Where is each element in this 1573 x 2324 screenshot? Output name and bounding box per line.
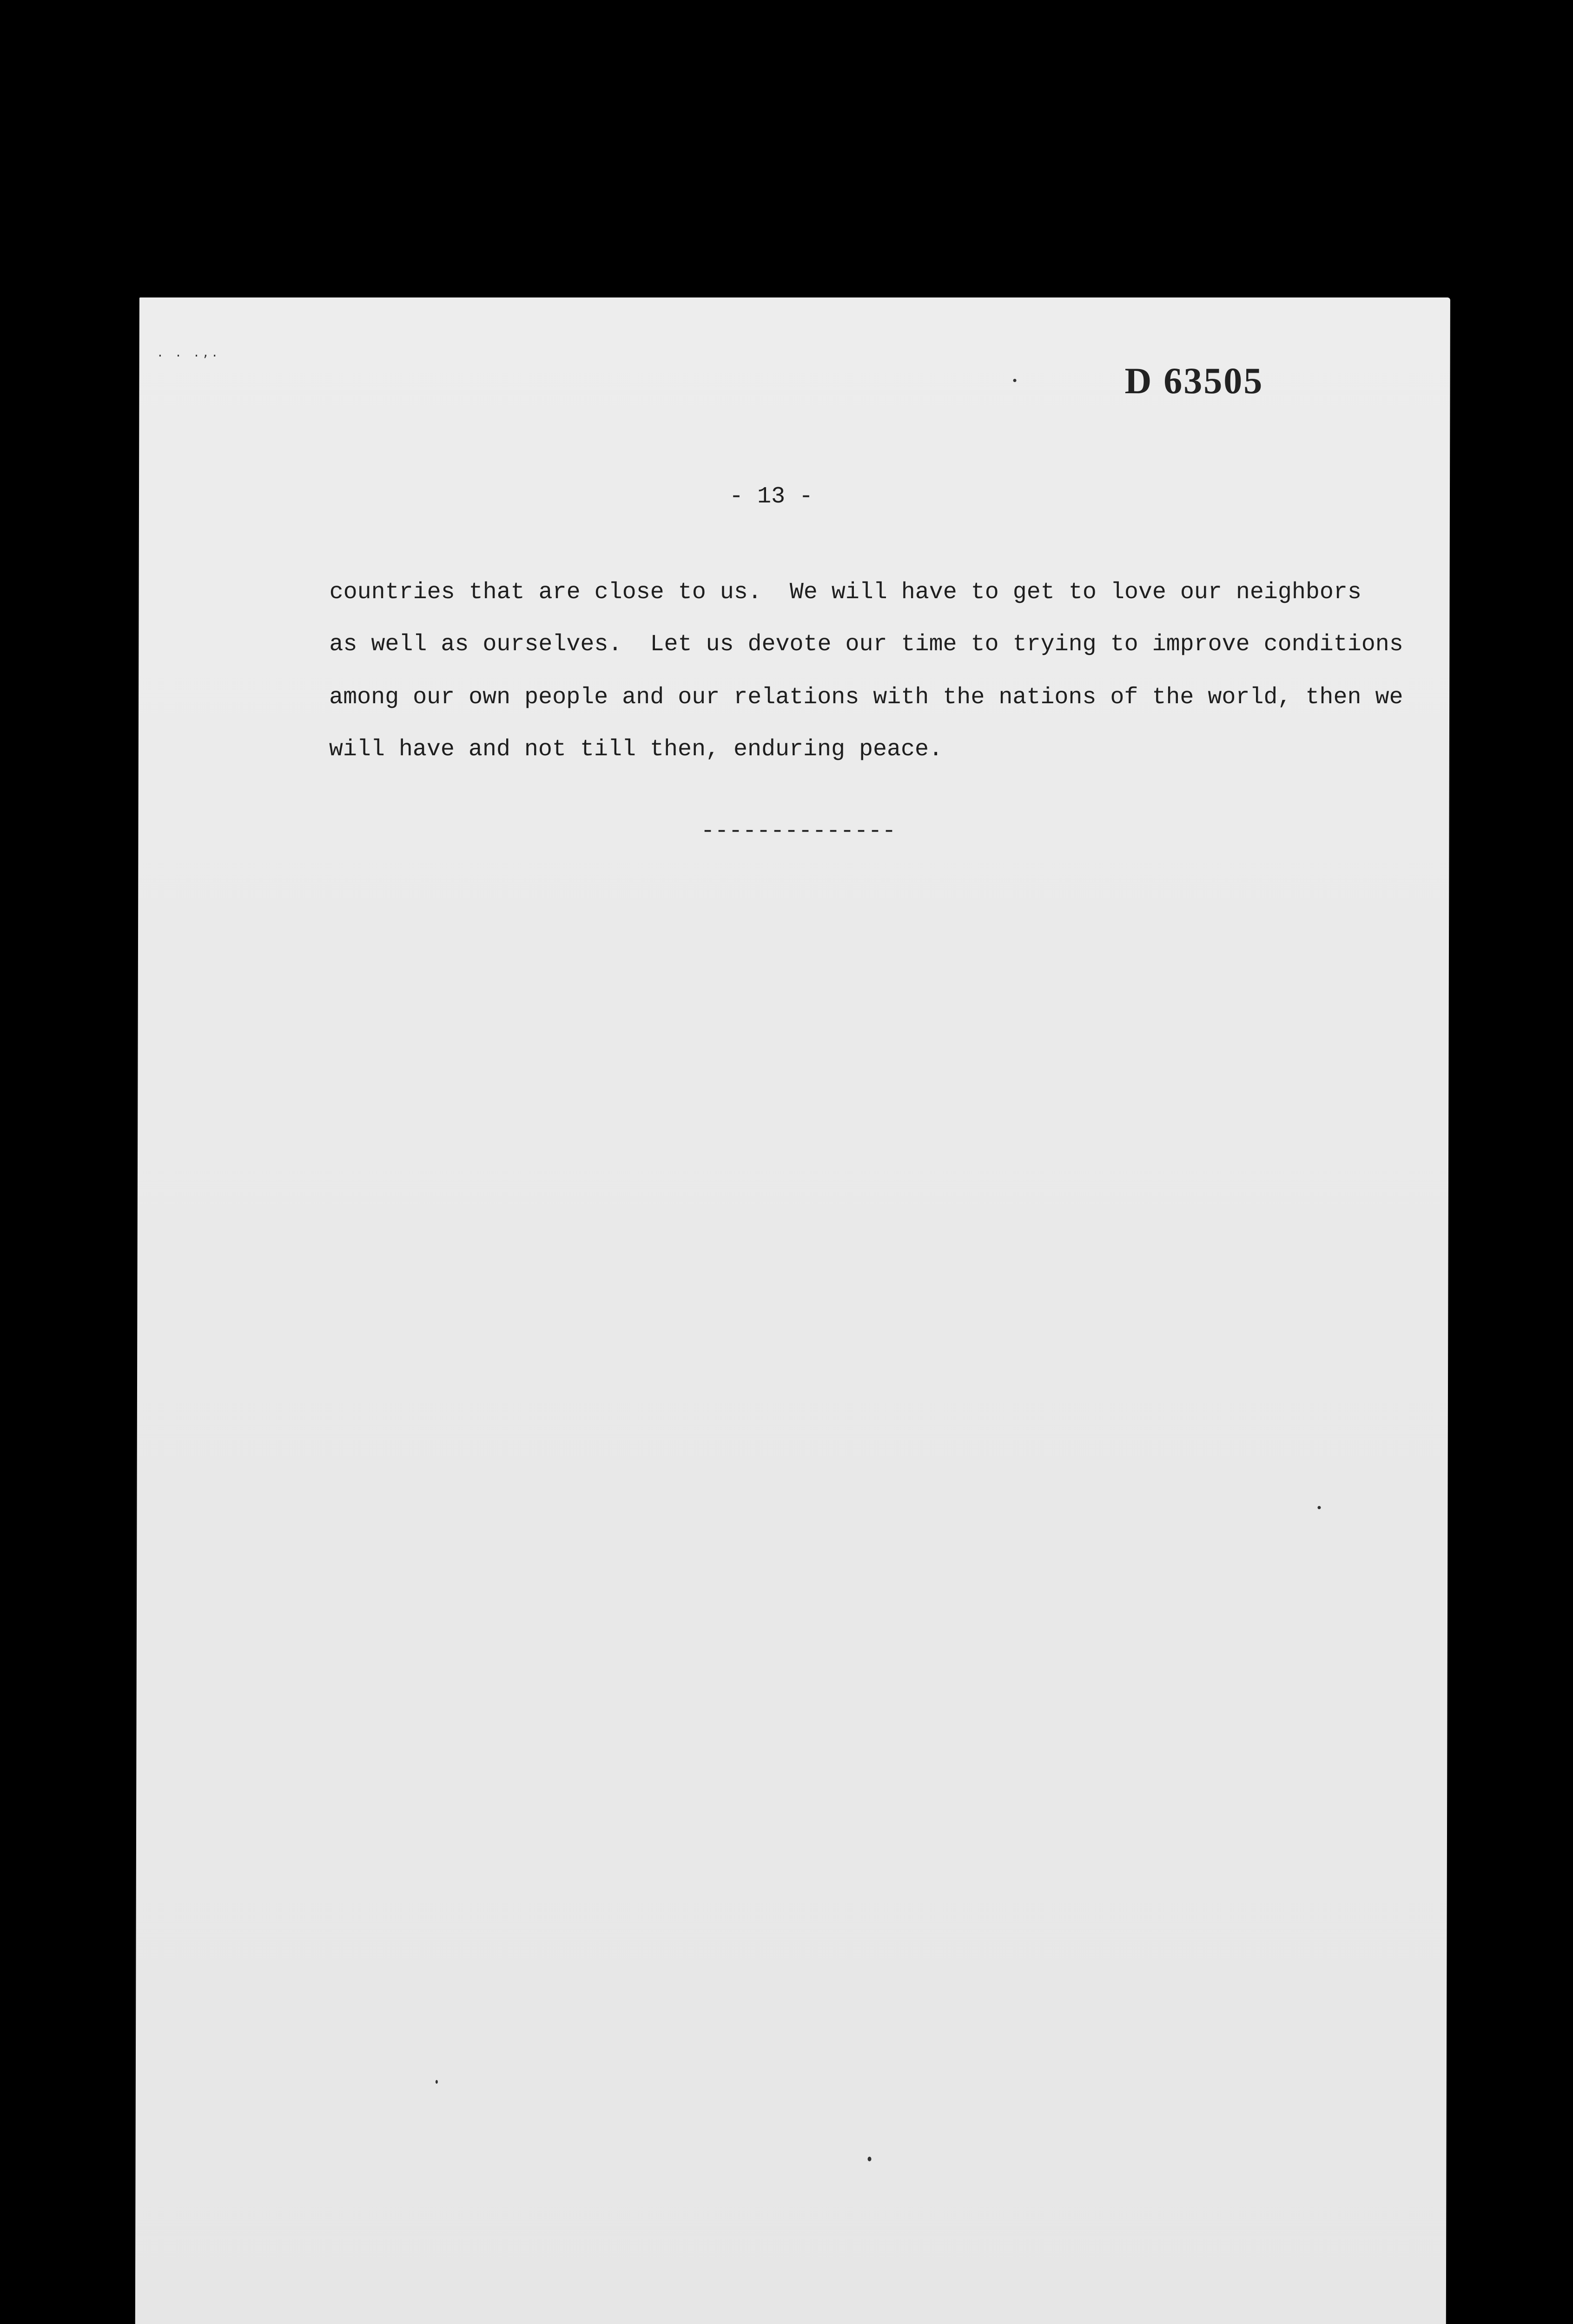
body-line: as well as ourselves. Let us devote our time to trying to improve conditions: [329, 631, 1403, 658]
page-number: - 13 -: [729, 483, 813, 510]
body-line: countries that are close to us. We will have to get to love our neighbors: [329, 579, 1362, 606]
paper-speck: [1317, 1506, 1321, 1509]
document-page: [135, 297, 1450, 2324]
document-id-stamp: D 63505: [1124, 361, 1264, 402]
paper-speck: [436, 2080, 438, 2084]
body-line: among our own people and our relations with the nations of the world, then we: [329, 684, 1403, 711]
margin-marks: . . .,.: [158, 344, 222, 360]
paper-speck: [1013, 379, 1017, 382]
end-separator-rule: --------------: [701, 818, 896, 845]
body-line: will have and not till then, enduring peace.: [329, 736, 943, 763]
paper-speck: [868, 2157, 872, 2161]
